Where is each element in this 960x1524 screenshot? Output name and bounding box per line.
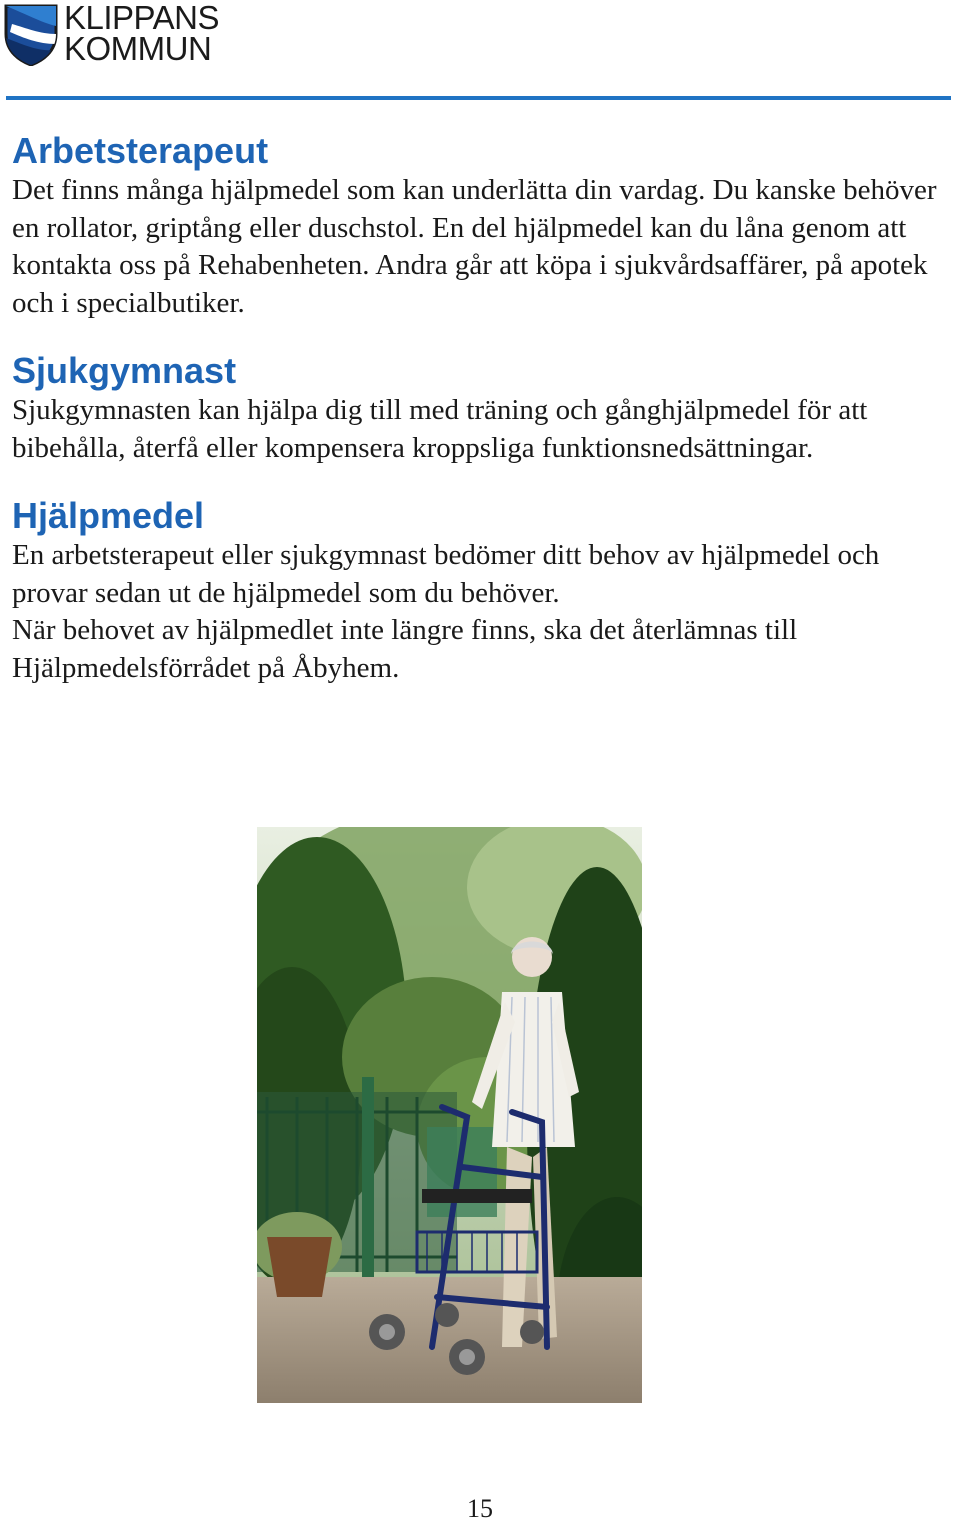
page-header <box>0 0 960 100</box>
garden-rollator-illustration <box>257 827 642 1403</box>
section-sjukgymnast <box>12 350 942 467</box>
section-arbetsterapeut <box>12 130 942 322</box>
header-divider <box>6 96 951 100</box>
section-heading: Arbetsterapeut <box>12 130 269 171</box>
section-paragraph: Sjukgymnasten kan hjälpa dig till med träning och gånghjälpmedel för att bibehålla, återfå eller kompensera kroppsliga funktionsnedsättningar. <box>12 394 868 464</box>
logo-line-1: KLIPPANS <box>64 0 219 36</box>
section-paragraph: När behovet av hjälpmedlet inte längre finns, ska det återlämnas till Hjälpmedelsförrådet på Åbyhem. <box>12 614 798 684</box>
section-paragraph: Det finns många hjälpmedel som kan underlätta din vardag. Du kanske behöver en rollator, griptång eller duschstol. En del hjälpmedel kan du låna genom att kontakta oss på Rehabenheten. Andra går att köpa i sjukvårdsaffärer, på apotek och i specialbutiker. <box>12 174 937 319</box>
page-content <box>12 130 942 687</box>
logo-line-2: KOMMUN <box>64 30 212 67</box>
section-paragraph: En arbetsterapeut eller sjukgymnast bedömer ditt behov av hjälpmedel och provar sedan ut de hjälpmedel som du behöver. <box>12 539 880 609</box>
section-hjalpmedel <box>12 495 942 687</box>
section-heading: Hjälpmedel <box>12 495 205 536</box>
rollator-photo <box>257 827 642 1403</box>
section-heading: Sjukgymnast <box>12 350 237 391</box>
page-number: 15 <box>467 1494 493 1523</box>
municipality-logo-text <box>64 0 219 67</box>
municipality-shield-icon <box>4 4 58 66</box>
